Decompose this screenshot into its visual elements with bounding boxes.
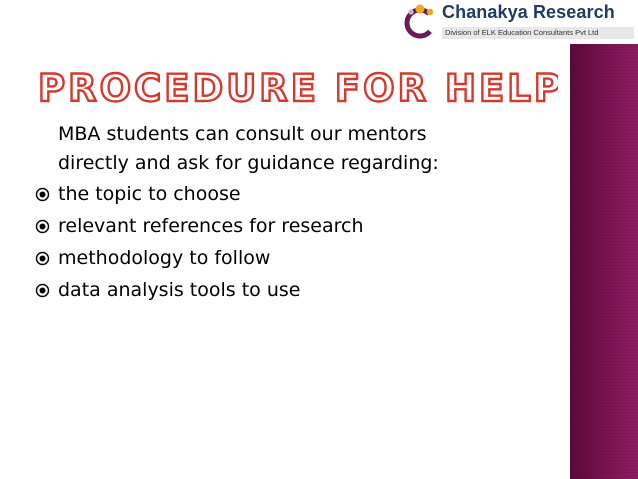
- bullet-text: relevant references for research: [58, 215, 364, 237]
- intro-line-1: MBA students can consult our mentors: [58, 123, 427, 145]
- circled-dot-icon: [35, 219, 50, 234]
- logo-name: Chanakya Research: [442, 2, 615, 22]
- logo: [398, 0, 638, 44]
- slide-title: [38, 64, 558, 110]
- list-item: [35, 210, 555, 242]
- list-item: [35, 274, 555, 306]
- list-item: [35, 242, 555, 274]
- intro-line-2: directly and ask for guidance regarding:: [58, 152, 439, 174]
- side-decoration-bar: [570, 44, 638, 479]
- bullet-text: the topic to choose: [58, 183, 241, 205]
- intro-text: [58, 120, 555, 178]
- list-item: [35, 178, 555, 210]
- circled-dot-icon: [35, 251, 50, 266]
- logo-tagline: Division of ELK Education Consultants Pvt Ltd: [442, 27, 634, 39]
- bullet-list: [35, 178, 555, 306]
- bullet-text: data analysis tools to use: [58, 279, 301, 301]
- title-text: PROCEDURE FOR HELP: [38, 67, 558, 110]
- chanakya-logo-icon: [402, 2, 438, 40]
- bullet-text: methodology to follow: [58, 247, 271, 269]
- circled-dot-icon: [35, 187, 50, 202]
- circled-dot-icon: [35, 283, 50, 298]
- slide-body: [35, 120, 555, 306]
